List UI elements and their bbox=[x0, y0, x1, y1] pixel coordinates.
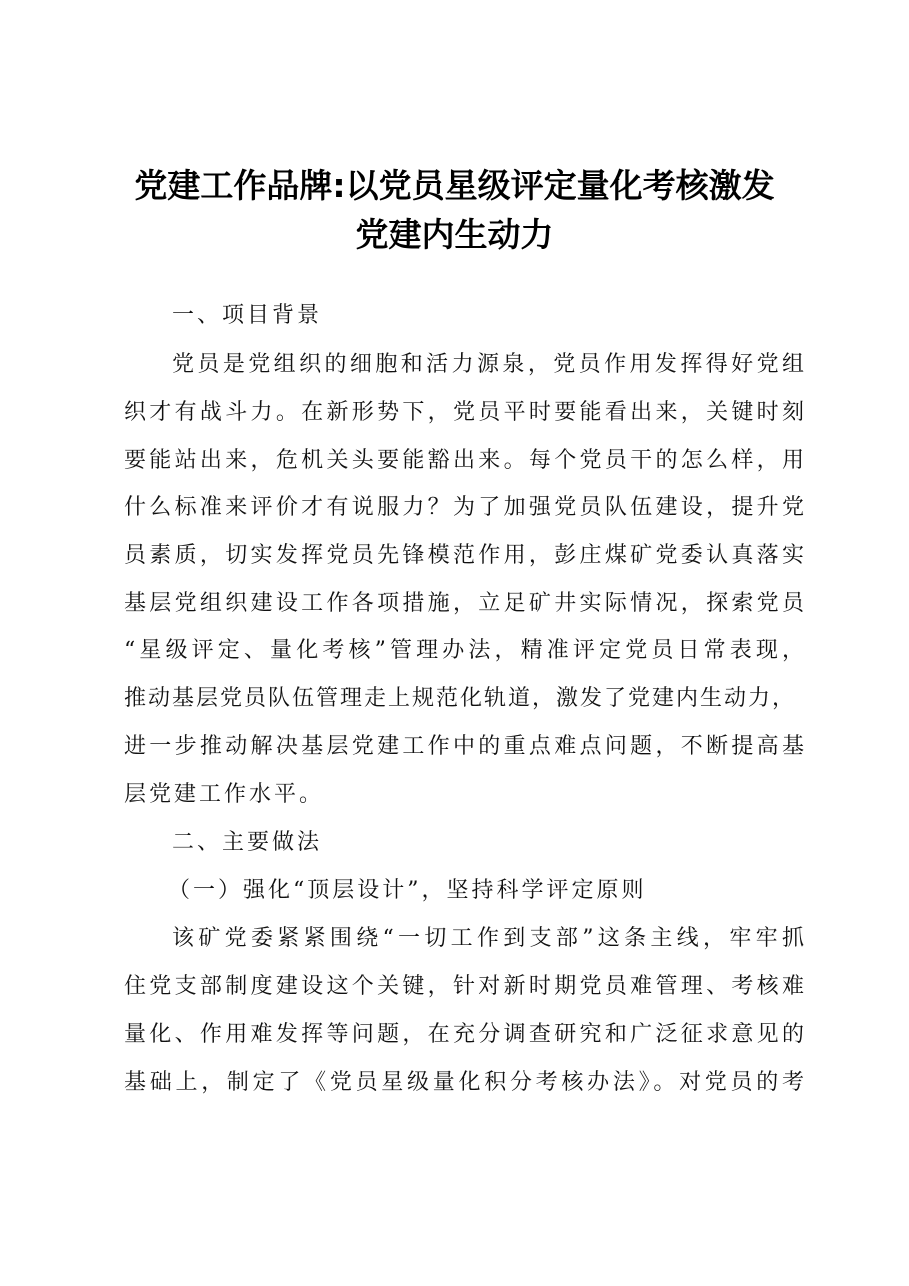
paragraph-line: 住党支部制度建设这个关键，针对新时期党员难管理、考核难 bbox=[124, 974, 804, 999]
paragraph-line: 层党建工作水平。 bbox=[124, 782, 325, 807]
paragraph-line: 进一步推动解决基层党建工作中的重点难点问题，不断提高基 bbox=[124, 734, 804, 759]
paragraph-line: 该矿党委紧紧围绕“一切工作到支部”这条主线，牢牢抓 bbox=[172, 926, 804, 951]
section-heading-methods: 二、主要做法 bbox=[172, 830, 323, 855]
paragraph-line: 量化、作用难发挥等问题，在充分调查研究和广泛征求意见的 bbox=[124, 1022, 804, 1047]
paragraph-line: 什么标准来评价才有说服力？为了加强党员队伍建设，提升党 bbox=[124, 495, 804, 520]
paragraph-line: 党员是党组织的细胞和活力源泉，党员作用发挥得好党组 bbox=[172, 352, 804, 377]
subsection-heading: （一）强化“顶层设计”，坚持科学评定原则 bbox=[168, 878, 647, 903]
paragraph-line: 要能站出来，危机关头要能豁出来。每个党员干的怎么样，用 bbox=[124, 448, 804, 473]
paragraph-line: 员素质，切实发挥党员先锋模范作用，彭庄煤矿党委认真落实 bbox=[124, 543, 804, 568]
paragraph-line: 推动基层党员队伍管理走上规范化轨道，激发了党建内生动力， bbox=[124, 686, 794, 711]
paragraph-line: 基层党组织建设工作各项措施，立足矿井实际情况，探索党员 bbox=[124, 591, 804, 616]
document-title-line-1: 党建工作品牌:以党员星级评定量化考核激发 bbox=[134, 166, 775, 205]
paragraph-line: 织才有战斗力。在新形势下，党员平时要能看出来，关键时刻 bbox=[124, 400, 804, 425]
section-heading-background: 一、项目背景 bbox=[172, 303, 323, 328]
document-title-line-2: 党建内生动力 bbox=[355, 215, 554, 254]
paragraph-line: “星级评定、量化考核”管理办法，精准评定党员日常表现， bbox=[124, 638, 804, 663]
paragraph-line: 基础上，制定了《党员星级量化积分考核办法》。对党员的考 bbox=[124, 1070, 804, 1095]
